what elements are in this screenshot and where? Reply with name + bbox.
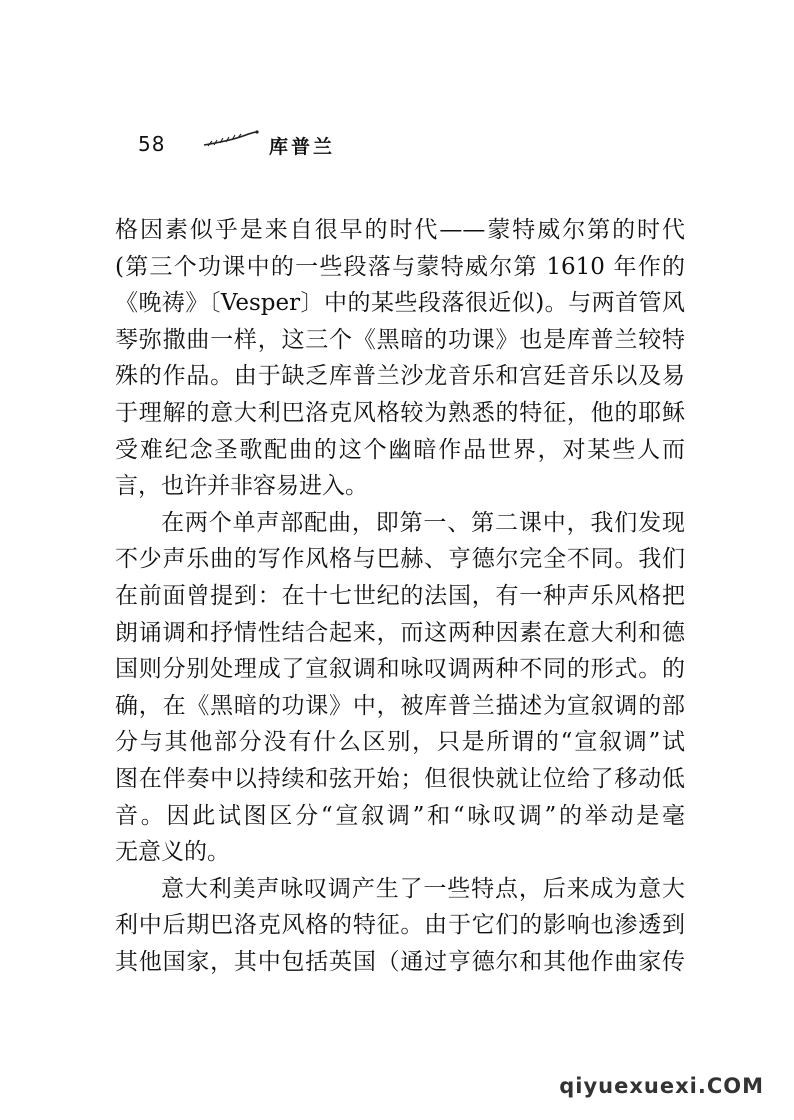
page-number: 58 [138,132,166,156]
page-header [138,128,438,158]
text-line: 无意义的。 [115,839,230,866]
text-line: 利中后期巴洛克风格的特征。由于它们的影响也渗透到 [115,912,685,939]
text-line: 受难纪念圣歌配曲的这个幽暗作品世界，对某些人而 [115,436,685,463]
text-line: 分与其他部分没有什么区别，只是所谓的“宣叙调”试 [115,729,685,756]
text-line: 在两个单声部配曲，即第一、第二课中，我们发现 [161,509,685,536]
text-line: 于理解的意大利巴洛克风格较为熟悉的特征，他的耶稣 [115,399,685,426]
text-line: 确，在《黑暗的功课》中，被库普兰描述为宣叙调的部 [115,692,685,719]
text-line: 殊的作品。由于缺乏库普兰沙龙音乐和宫廷音乐以及易 [115,363,685,390]
ornament-flourish-icon [200,128,260,152]
text-line: (第三个功课中的一些段落与蒙特威尔第 1610 年作的 [115,253,685,280]
body-text [115,212,685,980]
text-line: 《晚祷》〔Vesper〕中的某些段落很近似)。与两首管风 [115,290,685,317]
text-line: 图在伴奏中以持续和弦开始；但很快就让位给了移动低 [115,765,685,792]
text-line: 意大利美声咏叹调产生了一些特点，后来成为意大 [161,875,685,902]
text-line: 国则分别处理成了宣叙调和咏叹调两种不同的形式。的 [115,656,685,683]
text-line: 格因素似乎是来自很早的时代——蒙特威尔第的时代 [115,217,685,243]
text-line: 其他国家，其中包括英国（通过亨德尔和其他作曲家传 [115,948,685,975]
text-line: 在前面曾提到：在十七世纪的法国，有一种声乐风格把 [115,582,685,609]
text-line: 琴弥撒曲一样，这三个《黑暗的功课》也是库普兰较特 [115,326,685,353]
text-line: 言，也许并非容易进入。 [115,473,368,500]
text-line: 不少声乐曲的写作风格与巴赫、亨德尔完全不同。我们 [115,546,685,573]
running-title: 库普兰 [269,136,336,158]
text-line: 音。因此试图区分“宣叙调”和“咏叹调”的举动是毫 [115,802,685,829]
text-line: 朗诵调和抒情性结合起来，而这两种因素在意大利和德 [115,619,685,646]
watermark: qiyuexuexi.COM [559,1074,764,1098]
